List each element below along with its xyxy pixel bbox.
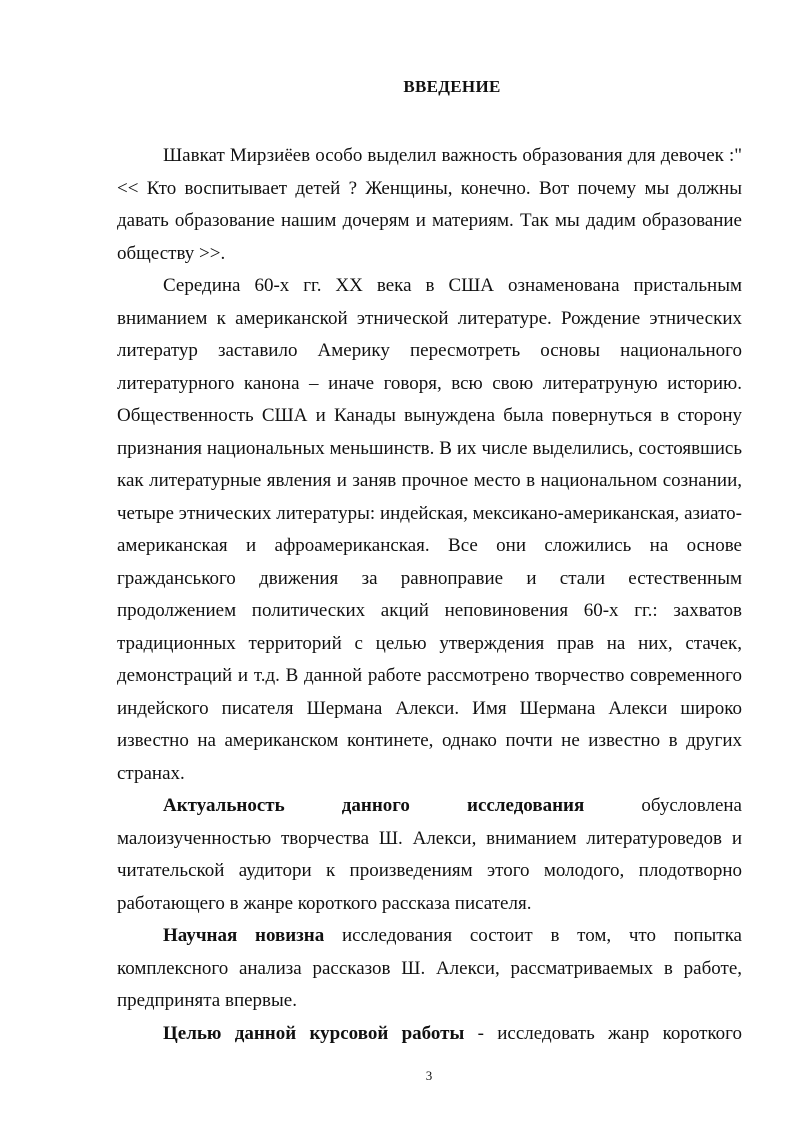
paragraph-heading: Целью данной курсовой работы	[163, 1022, 465, 1044]
paragraph-intro-quote	[117, 140, 742, 270]
paragraph-ethnic-literature	[117, 270, 742, 790]
paragraph-relevance	[117, 790, 742, 920]
paragraph-heading: Актуальность данного исследования	[163, 795, 585, 816]
paragraph-heading: Научная новизна	[163, 925, 325, 946]
page-title: ВВЕДЕНИЕ	[403, 77, 501, 96]
paragraph-goal	[117, 1018, 742, 1051]
body-text	[117, 140, 742, 1050]
paragraph-text: исследования состоит в том, что попытка комплексного анализа рассказов Ш. Алекси, рассматриваемых в работе, предпринята впервые.	[117, 925, 742, 1011]
page-number: 3	[425, 1068, 433, 1083]
paragraph-text: Шавкат Мирзиёев особо выделил важность образования для девочек :" << Кто воспитывает детей ? Женщины, конечно. Вот почему мы должны давать образование нашим дочерям и материям. Так мы дадим образование обществу >>.	[117, 145, 742, 264]
paragraph-text: - исследовать жанр короткого	[464, 1022, 742, 1044]
paragraph-text: обусловлена малоизученностью творчества Ш. Алекси, вниманием литературоведов и читательской аудитори к произведениям этого молодого, плодотворно работающего в жанре короткого рассказа писателя.	[117, 795, 742, 914]
paragraph-text: Середина 60-х гг. XX века в США ознаменована пристальным вниманием к американской этнической литературе. Рождение этнических литератур заставило Америку пересмотреть основы национального литературного канона – иначе говоря, всю свою литератруную историю. Общественность США и Канады вынуждена была повернуться в сторону признания национальных меньшинств. В их числе выделились, состоявшись как литературные явления и заняв прочное место в национальном сознании, четыре этнических литературы: индейская, мексикано-американская, азиато-американская и афроамериканская. Все они сложились на основе гражданського движения за равноправие и стали естественным продолжением политических акций неповиновения 60-х гг.: захватов традиционных территорий с целью утверждения прав на них, стачек, демонстраций и т.д. В данной работе рассмотрено творчество современного индейского писателя Шермана Алекси. Имя Шермана Алекси широко известно на американском континете, однако почти не известно в других странах.	[117, 275, 742, 784]
paragraph-novelty	[117, 920, 742, 1018]
